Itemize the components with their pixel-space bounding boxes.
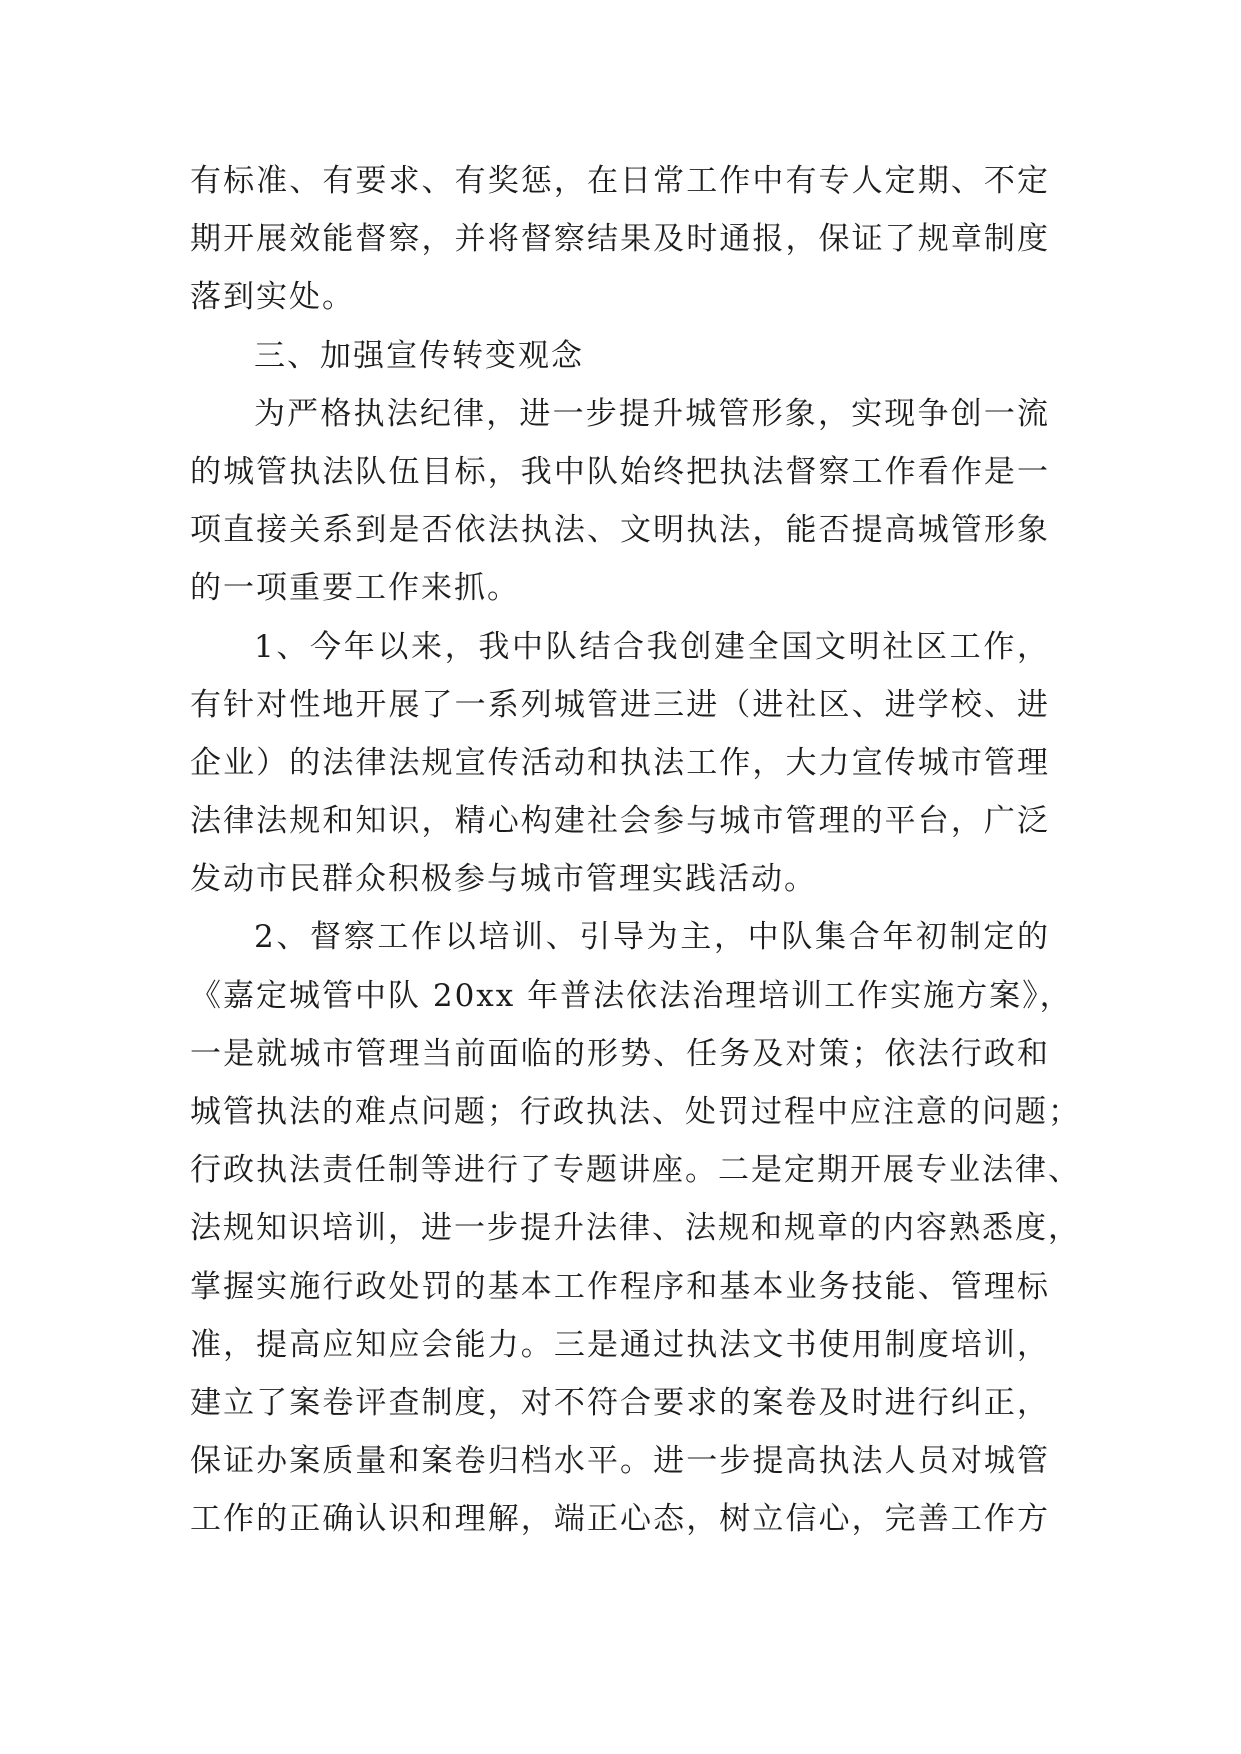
text-line: 落到实处。 [190,279,355,316]
text-line: 的一项重要工作来抓。 [190,570,520,607]
text-line: 准，提高应知应会能力。三是通过执法文书使用制度培训， [190,1326,1050,1363]
text-line: 行政执法责任制等进行了专题讲座。二是定期开展专业法律、 [190,1152,1081,1189]
document-body [190,152,1081,1549]
text-line: 一是就城市管理当前面临的形势、任务及对策；依法行政和 [190,1035,1050,1072]
text-line: 2、督察工作以培训、引导为主，中队集合年初制定的 [254,919,1050,956]
text-line: 为严格执法纪律，进一步提升城管形象，实现争创一流 [254,395,1050,432]
text-line: 有针对性地开展了一系列城管进三进（进社区、进学校、进 [190,686,1050,723]
text-line: 有标准、有要求、有奖惩，在日常工作中有专人定期、不定 [190,163,1050,199]
text-line: 建立了案卷评查制度，对不符合要求的案卷及时进行纠正， [190,1384,1050,1421]
text-line: 城管执法的难点问题；行政执法、处罚过程中应注意的问题； [190,1094,1081,1130]
text-line: 发动市民群众积极参与城市管理实践活动。 [190,861,817,898]
text-line: 掌握实施行政处罚的基本工作程序和基本业务技能、管理标 [190,1268,1050,1305]
text-line: 工作的正确认识和理解，端正心态，树立信心，完善工作方 [190,1501,1050,1538]
text-line: 项直接关系到是否依法执法、文明执法，能否提高城管形象 [190,512,1050,549]
text-line: 保证办案质量和案卷归档水平。进一步提高执法人员对城管 [190,1443,1050,1480]
text-line: 1、今年以来，我中队结合我创建全国文明社区工作， [254,628,1050,665]
text-line: 法规知识培训，进一步提升法律、法规和规章的内容熟悉度， [190,1210,1081,1247]
text-line: 《嘉定城管中队 20xx 年普法依法治理培训工作实施方案》， [190,977,1073,1014]
text-line: 企业）的法律法规宣传活动和执法工作，大力宣传城市管理 [190,744,1050,781]
text-line: 法律法规和知识，精心构建社会参与城市管理的平台，广泛 [190,803,1050,840]
text-line: 的城管执法队伍目标，我中队始终把执法督察工作看作是一 [190,453,1050,490]
text-line: 期开展效能督察，并将督察结果及时通报，保证了规章制度 [190,221,1050,258]
text-line: 三、加强宣传转变观念 [254,337,584,374]
